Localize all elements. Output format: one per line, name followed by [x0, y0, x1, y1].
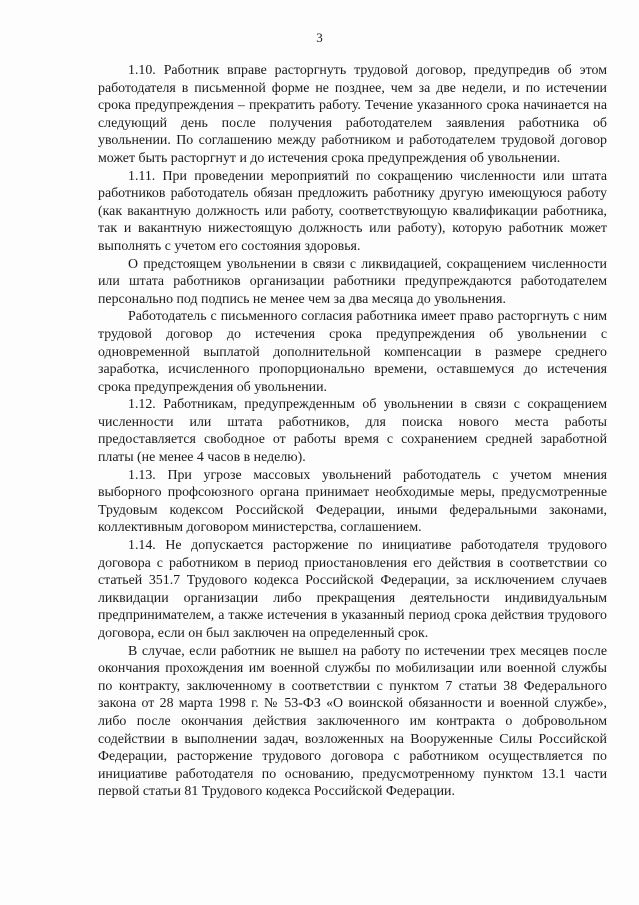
paragraph-layoff-notice: О предстоящем увольнении в связи с ликвидацией, сокращением численности или штата работников организации работники предупреждаются работодателем персонально под подпись не менее чем за два месяца до увольнения. [98, 256, 607, 307]
paragraph-1-13: 1.13. При угрозе массовых увольнений работодатель с учетом мнения выборного профсоюзного органа принимает необходимые меры, предусмотренные Трудовым кодексом Российской Федерации, иными федеральными законами, коллективным договором министерства, соглашением. [98, 467, 607, 536]
page-number: 3 [316, 30, 323, 45]
paragraph-1-11: 1.11. При проведении мероприятий по сокращению численности или штата работников работодатель обязан предложить работнику другую имеющуюся работу (как вакантную должность или работу, соответствующую квалификации работника, так и вакантную нижестоящую должность или работу), которую работник может выполнять с учетом его состояния здоровья. [98, 168, 607, 254]
paragraph-military-service: В случае, если работник не вышел на работу по истечении трех месяцев после окончания прохождения им военной службы по мобилизации или военной службы по контракту, заключенному в соответствии с пунктом 7 статьи 38 Федерального закона от 28 марта 1998 г. № 53-ФЗ «О воинской обязанности и военной службе», либо после окончания действия заключенного им контракта о добровольном содействии в выполнении задач, возложенных на Вооруженные Силы Российской Федерации, расторжение трудового договора с работником осуществляется по инициативе работодателя по основанию, предусмотренному пунктом 13.1 части первой статьи 81 Трудового кодекса Российской Федерации. [98, 643, 607, 800]
document-body [98, 62, 607, 801]
paragraph-1-14: 1.14. Не допускается расторжение по инициативе работодателя трудового договора с работником в период приостановления его действия в соответствии со статьей 351.7 Трудового кодекса Российской Федерации, за исключением случаев ликвидации организации либо прекращения деятельности индивидуальным предпринимателем, а также истечения в указанный период срока действия трудового договора, если он был заключен на определенный срок. [98, 538, 607, 641]
paragraph-1-10: 1.10. Работник вправе расторгнуть трудовой договор, предупредив об этом работодателя в письменной форме не позднее, чем за две недели, и по истечении срока предупреждения – прекратить работу. Течение указанного срока начинается на следующий день после получения работодателем заявления работника об увольнении. По соглашению между работником и работодателем трудовой договор может быть расторгнут и до истечения срока предупреждения об увольнении. [98, 63, 607, 166]
paragraph-1-12: 1.12. Работникам, предупрежденным об увольнении в связи с сокращением численности или штата работников, для поиска нового места работы предоставляется свободное от работы время с сохранением средней заработной платы (не менее 4 часов в неделю). [98, 397, 607, 466]
paragraph-early-termination: Работодатель с письменного согласия работника имеет право расторгнуть с ним трудовой договор до истечения срока предупреждения об увольнении с одновременной выплатой дополнительной компенсации в размере среднего заработка, исчисленного пропорционально времени, оставшемуся до истечения срока предупреждения об увольнении. [98, 309, 607, 395]
